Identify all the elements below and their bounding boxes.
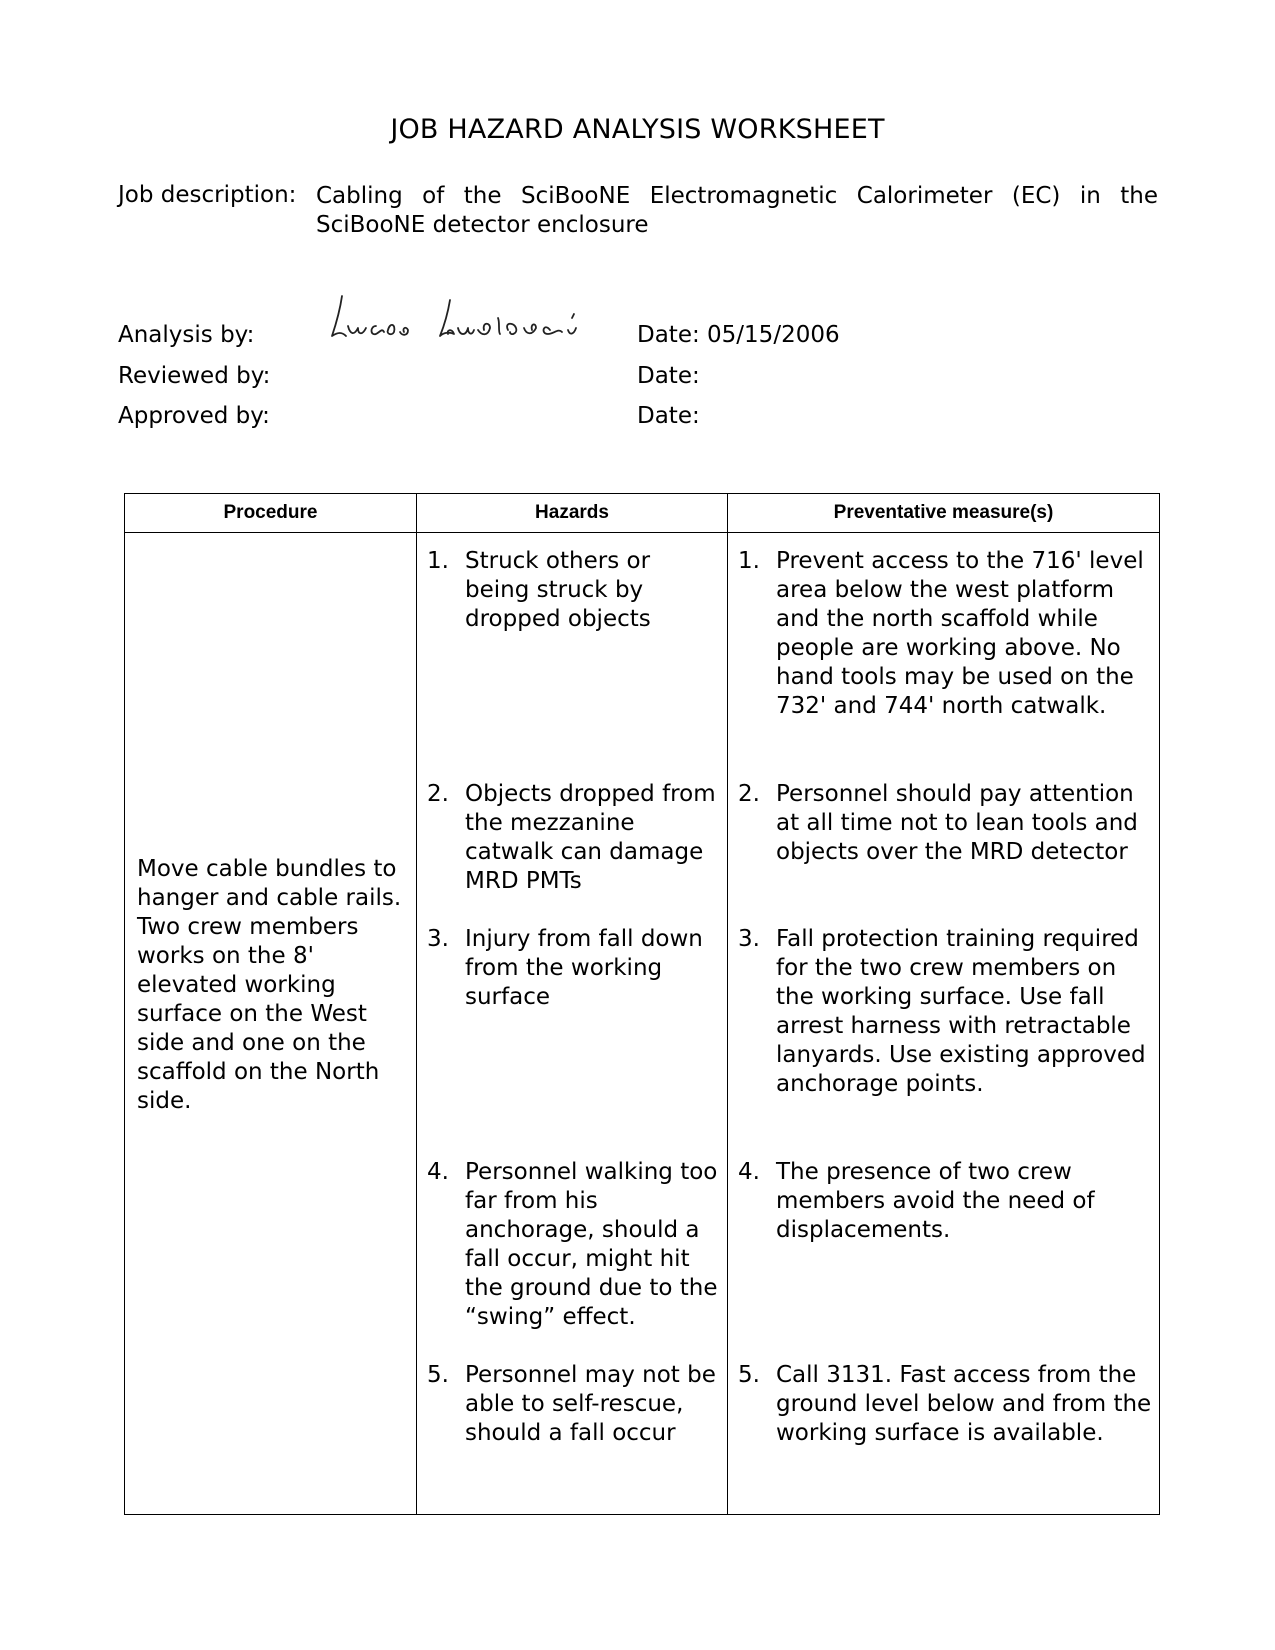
measure-number: 3. [738, 926, 760, 952]
measure-number: 1. [738, 548, 760, 574]
hazard-analysis-table [124, 493, 1160, 1515]
analysis-by-label: Analysis by: [118, 322, 255, 348]
measure-text: Call 3131. Fast access from the ground level below and from the working surface is available. [776, 1362, 1152, 1446]
hazard-item [417, 1361, 727, 1448]
hazard-number: 4. [427, 1159, 449, 1185]
approved-by-label: Approved by: [118, 403, 270, 429]
approved-date: Date: [637, 403, 700, 429]
measure-item [728, 547, 1159, 721]
hazard-number: 5. [427, 1362, 449, 1388]
measure-text: Personnel should pay attention at all time not to lean tools and objects over the MRD detector [776, 781, 1138, 865]
measure-item [728, 1158, 1159, 1245]
job-description-line-1: Cabling of the SciBooNE Electromagnetic Calorimeter (EC) in the [316, 183, 1158, 209]
hazard-item [417, 547, 727, 634]
measure-number: 5. [738, 1362, 760, 1388]
measure-item [728, 925, 1159, 1099]
reviewed-by-label: Reviewed by: [118, 363, 271, 389]
header-hazards: Hazards [417, 494, 728, 533]
analysis-signature [328, 292, 590, 358]
measure-item [728, 1361, 1159, 1448]
header-preventative-measures: Preventative measure(s) [728, 494, 1160, 533]
hazard-text: Objects dropped from the mezzanine catwalk can damage MRD PMTs [465, 781, 716, 894]
job-description-line-2: SciBooNE detector enclosure [316, 212, 649, 238]
hazard-item [417, 925, 727, 1012]
hazard-item [417, 780, 727, 896]
hazard-text: Personnel walking too far from his anchorage, should a fall occur, might hit the ground due to the “swing” effect. [465, 1159, 718, 1330]
hazard-number: 2. [427, 781, 449, 807]
reviewed-date: Date: [637, 363, 700, 389]
signature-image [328, 292, 590, 358]
hazard-text: Struck others or being struck by dropped objects [465, 548, 651, 632]
hazard-number: 3. [427, 926, 449, 952]
measure-number: 4. [738, 1159, 760, 1185]
hazard-text: Personnel may not be able to self-rescue, should a fall occur [465, 1362, 716, 1446]
measure-text: Prevent access to the 716' level area below the west platform and the north scaffold while people are working above. No hand tools may be used on the 732' and 744' north catwalk. [776, 548, 1144, 719]
table-header-row [125, 494, 1160, 533]
procedure-text: Move cable bundles to hanger and cable rails. Two crew members works on the 8' elevated working surface on the West side and one on the scaffold on the North side. [137, 856, 402, 1114]
page-title: JOB HAZARD ANALYSIS WORKSHEET [390, 114, 885, 145]
job-description-label: Job description: [118, 182, 297, 208]
measure-text: The presence of two crew members avoid the need of displacements. [776, 1159, 1095, 1243]
hazard-number: 1. [427, 548, 449, 574]
table-row [125, 533, 1160, 1515]
measure-text: Fall protection training required for the two crew members on the working surface. Use fall arrest harness with retractable lanyards. Use existing approved anchorage points. [776, 926, 1146, 1097]
hazard-item [417, 1158, 727, 1332]
measure-item [728, 780, 1159, 867]
hazards-cell [417, 533, 728, 1515]
header-procedure: Procedure [125, 494, 417, 533]
analysis-date: Date: 05/15/2006 [637, 322, 840, 348]
measures-cell [728, 533, 1160, 1515]
procedure-cell [125, 533, 417, 1515]
hazard-text: Injury from fall down from the working surface [465, 926, 703, 1010]
job-description-text [316, 182, 1158, 240]
measure-number: 2. [738, 781, 760, 807]
